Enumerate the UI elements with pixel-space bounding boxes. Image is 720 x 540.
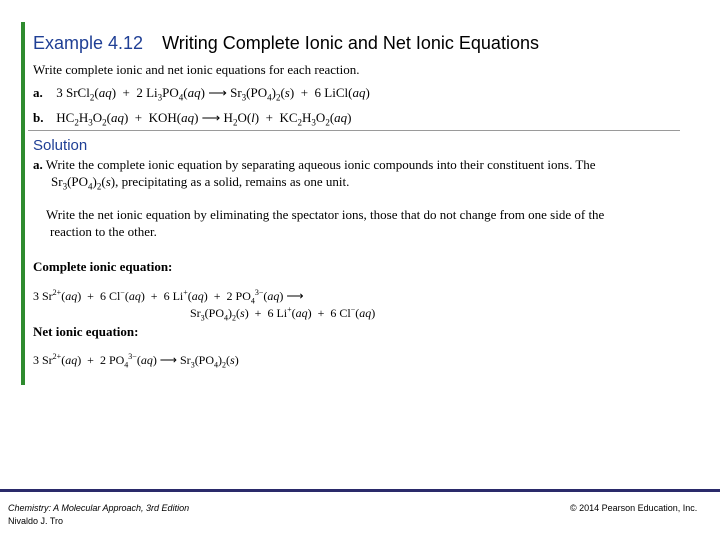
para-net-line2: reaction to the other.: [50, 224, 157, 239]
equation-a-text: 3 SrCl$_2$(aq) + 2 $Li_3PO_4(aq)$ ⟶ $Sr_3(PO_4)_2(s) + 6$ LiCl(aq): [56, 85, 370, 103]
footer-divider: [0, 489, 720, 492]
solution-paragraph-a: [33, 156, 673, 196]
example-title: Writing Complete Ionic and Net Ionic Equations: [162, 33, 539, 53]
complete-ionic-eq-line1: 3 $Sr^{2+}(aq) + 6$ Cl−(aq) + 6 Li+(aq) + 2 $PO_4^{3-}(aq)$ ⟶: [33, 288, 304, 306]
net-ionic-heading: Net ionic equation:: [33, 324, 139, 339]
equation-b: [33, 110, 352, 128]
footer-copyright: © 2014 Pearson Education, Inc.: [570, 503, 698, 513]
para-net-line1: Write the net ionic equation by eliminating the spectator ions, those that do not change from one side of the: [46, 207, 605, 222]
para-a-line2: $Sr_3(PO_4)_2(s)$, precipitating as a solid, remains as one unit.: [51, 174, 350, 192]
footer-author: Nivaldo J. Tro: [8, 516, 64, 526]
equation-a-label: a.: [33, 85, 43, 100]
left-accent-bar: [21, 22, 25, 385]
equation-b-text: $HC_2H_3O_2(aq) + KOH(aq)$ ⟶ $H_2O(l) + KC_2H_3O_2(aq)$: [56, 110, 352, 128]
solution-heading: Solution: [33, 137, 88, 154]
complete-ionic-eq-line2: $Sr_3(PO_4)_2(s) + 6$ Li+(aq) + 6 Cl−(aq): [190, 305, 376, 323]
example-number: Example 4.12: [33, 33, 144, 53]
para-a-line1: Write the complete ionic equation by separating aqueous ionic compounds into their constituent ions. The: [45, 157, 596, 172]
complete-ionic-heading: Complete ionic equation:: [33, 259, 173, 274]
intro-text: Write complete ionic and net ionic equations for each reaction.: [33, 62, 360, 77]
section-divider: [28, 130, 680, 131]
net-ionic-eq: 3 $Sr^{2+}(aq) + 2$ $PO_4^{3-}(aq)$ ⟶ $Sr_3(PO_4)_2(s)$: [33, 352, 239, 370]
para-a-label: a.: [33, 157, 43, 172]
slide-title: [33, 33, 539, 54]
equation-b-label: b.: [33, 110, 44, 125]
equation-a: [33, 85, 370, 103]
solution-paragraph-net: [46, 206, 666, 240]
footer-book-title: Chemistry: A Molecular Approach, 3rd Edition: [8, 503, 190, 513]
